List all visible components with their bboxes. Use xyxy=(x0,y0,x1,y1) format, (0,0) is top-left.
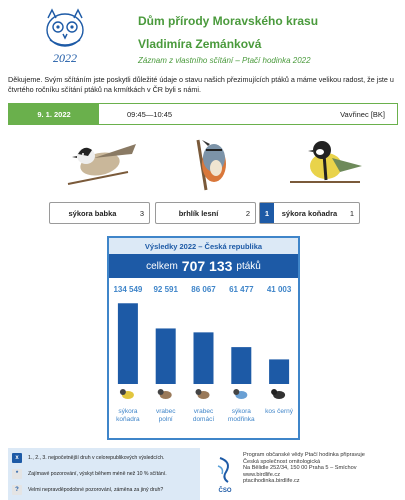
bird-count: 1 xyxy=(349,208,355,218)
category-label: vrabec xyxy=(155,408,176,415)
category-label: koňadra xyxy=(116,416,140,423)
category-label: domácí xyxy=(192,416,215,423)
bird-count: 2 xyxy=(245,208,251,218)
category-label: polní xyxy=(158,416,173,423)
organizer-info xyxy=(243,452,365,485)
legend-mark: * xyxy=(12,469,22,479)
total-suffix: ptáků xyxy=(236,260,261,272)
bar-value-label: 134 549 xyxy=(113,285,143,294)
great-tit-photo xyxy=(280,132,370,192)
legend-mark: x xyxy=(12,453,22,463)
bird-icon xyxy=(271,389,285,399)
bird-name: sýkora babka xyxy=(68,208,117,218)
bird-count: 3 xyxy=(139,208,145,218)
bar-value-label: 61 477 xyxy=(229,285,254,294)
category-label: sýkora xyxy=(231,408,251,415)
nuthatch-photo xyxy=(168,132,258,192)
rank-badge: 1 xyxy=(260,203,274,223)
bird-icon xyxy=(158,389,172,399)
observer-name: Vladimíra Zemánková xyxy=(138,37,262,51)
bar-value-label: 92 591 xyxy=(153,285,178,294)
legend-text: Velmi nepravděpodobné pozorování, záměna za jiný druh? xyxy=(28,487,164,493)
organizer-line: Program občanské vědy Ptačí hodinka připravuje xyxy=(243,452,365,458)
bird-icon xyxy=(233,389,247,399)
legend-row xyxy=(12,469,167,479)
bird-name: brhlík lesní xyxy=(178,208,219,218)
bar-value-label: 86 067 xyxy=(191,285,216,294)
website-link[interactable]: ptacihodinka.birdlife.cz xyxy=(243,478,300,485)
category-label: vrabec xyxy=(193,408,214,415)
bird-name: sýkora koňadra xyxy=(281,208,338,218)
results-title: Výsledky 2022 – Česká republika xyxy=(109,238,298,254)
legend-row xyxy=(12,453,164,463)
bird-count-nuthatch xyxy=(155,202,256,224)
page-title: Dům přírody Moravského krasu xyxy=(138,14,319,28)
organizer-line: Česká společnost ornitologická xyxy=(243,458,321,465)
results-bar-chart xyxy=(109,282,298,442)
bar xyxy=(194,332,214,384)
results-total xyxy=(109,254,298,278)
info-bar xyxy=(8,103,398,125)
bird-count-marsh-tit xyxy=(49,202,150,224)
legend-text: Zajímavé pozorování, výskyt během méně než 10 % sčítání. xyxy=(28,471,167,477)
cso-label: ČSO xyxy=(218,488,232,494)
count-time: 09:45—10:45 xyxy=(127,109,173,119)
category-label: sýkora xyxy=(118,408,138,415)
bar-value-label: 41 003 xyxy=(266,285,292,294)
count-place: Vavřinec [BK] xyxy=(340,109,385,119)
count-date: 9. 1. 2022 xyxy=(9,104,99,124)
marsh-tit-photo xyxy=(58,132,148,192)
legend-mark: ? xyxy=(12,485,22,495)
header xyxy=(0,0,405,72)
results-panel xyxy=(107,236,300,440)
category-label: kos černý xyxy=(265,408,294,415)
bar xyxy=(118,303,138,384)
bird-icon xyxy=(120,389,134,399)
bird-count-great-tit xyxy=(259,202,360,224)
record-line: Záznam z vlastního sčítání – Ptačí hodinka 2022 xyxy=(138,56,311,65)
total-value: 707 133 xyxy=(181,258,233,274)
bar xyxy=(269,359,289,384)
website-link[interactable]: www.birdlife.cz xyxy=(243,471,280,478)
bar xyxy=(231,347,251,384)
category-label: modřinka xyxy=(227,416,255,423)
legend-text: 1., 2., 3. nejpočetnější druh v celorepublikových výsledcích. xyxy=(28,455,165,461)
intro-text: Děkujeme. Svým sčítáním jste poskytli důležité údaje o stavu našich přezimujících ptáků a máme velikou radost, že jste u čtvrtého ročníku sčítání ptáků na krmítkách v ČR byli s námi. xyxy=(8,75,394,94)
organizer-line: Na Bělidle 252/34, 150 00 Praha 5 – Smíchov xyxy=(243,465,357,472)
bar xyxy=(156,328,176,384)
legend-box xyxy=(8,448,200,500)
logo-year: 2022 xyxy=(53,51,77,65)
cso-bird-logo-icon xyxy=(214,454,236,494)
footer xyxy=(0,444,405,500)
legend-row xyxy=(12,485,163,495)
owl-logo-icon xyxy=(36,6,94,66)
bird-icon xyxy=(196,389,210,399)
total-prefix: celkem xyxy=(146,260,178,272)
